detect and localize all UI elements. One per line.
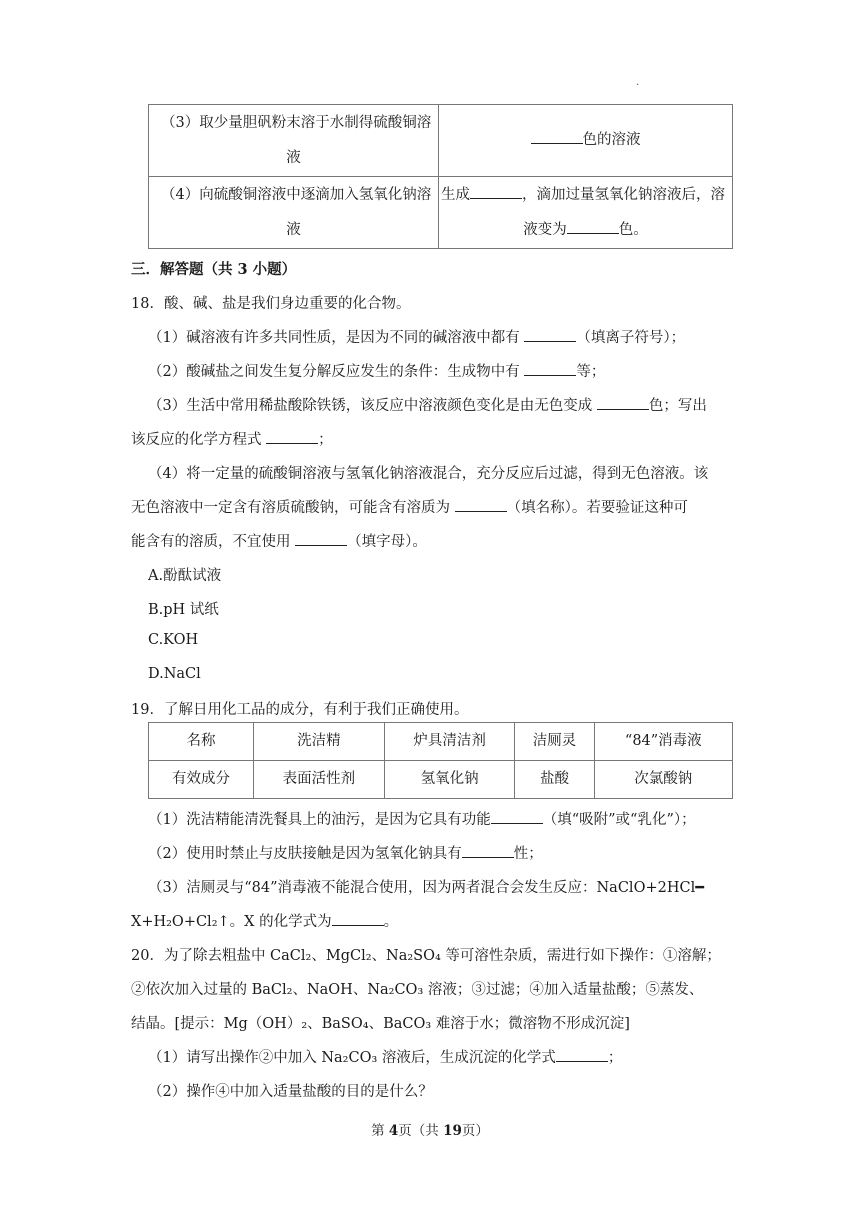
answer-blank[interactable] (597, 395, 649, 410)
text: ； (607, 1050, 623, 1066)
cell-text: 生成 (441, 186, 470, 203)
table-cell: “84”消毒液 (594, 723, 732, 761)
option-d: D.NaCl (148, 666, 201, 682)
text: 色；写出 (648, 398, 707, 414)
cell-text: 色的溶液 (582, 132, 641, 148)
cell-text: 液 (286, 149, 301, 166)
cell-text: 液变为 (523, 221, 567, 238)
answer-blank[interactable] (531, 129, 583, 144)
answer-blank[interactable] (524, 327, 576, 342)
option-c: C.KOH (148, 632, 199, 648)
cell-text: （4）向硫酸铜溶液中逐滴加入氢氧化钠溶 (161, 186, 432, 203)
answer-blank[interactable] (524, 361, 576, 376)
q18-part2 (148, 360, 605, 381)
table-cell: 次氯酸钠 (594, 761, 732, 799)
text: 页（共 (398, 1123, 444, 1139)
text: 无色溶液中一定含有溶质硫酸钠，可能含有溶质为 (131, 500, 455, 516)
q20-part2: （2）操作④中加入适量盐酸的目的是什么？ (148, 1084, 433, 1100)
cell-text: ，滴加过量氢氧化钠溶液后，溶 (522, 186, 725, 203)
q18-part3-cont (131, 428, 333, 449)
text: （1）洗洁精能清洗餐具上的油污，是因为它具有功能 (148, 812, 491, 828)
text: （2）使用时禁止与皮肤接触是因为氢氧化钠具有 (148, 846, 462, 862)
table-cell (149, 177, 439, 249)
table-cell: 有效成分 (149, 761, 254, 799)
table-cell: 洗洁精 (253, 723, 384, 761)
question-20-line3: 结晶。[提示：Mg（OH）₂、BaSO₄、BaCO₃ 难溶于水；微溶物不形成沉淀] (131, 1016, 630, 1032)
section-heading: 三．解答题（共 3 小题） (131, 261, 297, 278)
table-cell: 盐酸 (515, 761, 594, 799)
cell-text: （3）取少量胆矾粉末溶于水制得硫酸铜溶 (161, 114, 432, 131)
table-row (149, 761, 733, 799)
text: （2）酸碱盐之间发生复分解反应发生的条件：生成物中有 (148, 364, 525, 380)
text: 该反应的化学方程式 (131, 432, 267, 448)
question-20-line1: 20．为了除去粗盐中 CaCl₂、MgCl₂、Na₂SO₄ 等可溶性杂质，需进行如下操作：①溶解； (131, 948, 721, 964)
q19-part3: （3）洁厕灵与“84”消毒液不能混合使用，因为两者混合会发生反应：NaClO+2HCl━ (148, 880, 704, 896)
page-footer (0, 1119, 860, 1139)
q18-part4-cont (131, 496, 688, 517)
page-total: 19 (443, 1123, 462, 1139)
q19-part3-cont (131, 910, 398, 931)
products-table (148, 722, 733, 799)
table-cell: 炉具清洁剂 (384, 723, 515, 761)
experiment-table (148, 104, 733, 249)
text: （1）请写出操作②中加入 Na₂CO₃ 溶液后，生成沉淀的化学式 (148, 1050, 556, 1066)
q18-part1 (148, 326, 685, 347)
text: （填“吸附”或“乳化”）； (542, 812, 696, 828)
question-18-stem: 18．酸、碱、盐是我们身边重要的化合物。 (131, 296, 411, 312)
question-19-stem: 19．了解日用化工品的成分，有利于我们正确使用。 (131, 702, 469, 718)
cell-line (439, 213, 732, 248)
text: 等； (576, 364, 606, 380)
header-mark: · (636, 80, 640, 91)
text: （3）生活中常用稀盐酸除铁锈，该反应中溶液颜色变化是由无色变成 (148, 398, 597, 414)
option-b: B.pH 试纸 (148, 602, 219, 618)
table-cell: 氢氧化钠 (384, 761, 515, 799)
cell-line (439, 178, 732, 213)
option-a: A.酚酞试液 (148, 568, 222, 584)
answer-blank[interactable] (567, 219, 619, 234)
table-row (149, 723, 733, 761)
q19-part1 (148, 808, 696, 829)
q20-part1 (148, 1046, 622, 1067)
answer-blank[interactable] (491, 809, 543, 824)
q18-part4: （4）将一定量的硫酸铜溶液与氢氧化钠溶液混合，充分反应后过滤，得到无色溶液。该 (148, 466, 709, 482)
cell-text: 色。 (618, 221, 648, 238)
text: 能含有的溶质，不宜使用 (131, 534, 296, 550)
q19-part2 (148, 842, 543, 863)
q18-part3 (148, 394, 707, 415)
answer-blank[interactable] (455, 497, 507, 512)
table-cell (149, 105, 439, 177)
table-cell (439, 105, 733, 177)
table-row (149, 105, 733, 177)
text: 性； (513, 846, 543, 862)
answer-blank[interactable] (462, 843, 514, 858)
answer-blank[interactable] (556, 1047, 608, 1062)
answer-blank[interactable] (470, 184, 522, 199)
page-number: 4 (388, 1123, 399, 1139)
text: （1）碱溶液有许多共同性质，是因为不同的碱溶液中都有 (148, 330, 525, 346)
text: 页） (461, 1123, 489, 1139)
text: 第 (371, 1123, 389, 1139)
text: （填离子符号）； (576, 330, 686, 346)
table-cell: 表面活性剂 (253, 761, 384, 799)
text: X+H₂O+Cl₂↑。X 的化学式为 (131, 914, 332, 930)
answer-blank[interactable] (332, 911, 384, 926)
text: 。 (383, 914, 399, 930)
answer-blank[interactable] (295, 531, 347, 546)
cell-text: 液 (286, 221, 301, 238)
text: （填名称）。若要验证这种可 (506, 500, 688, 516)
table-cell (439, 177, 733, 249)
table-row (149, 177, 733, 249)
question-20-line2: ②依次加入过量的 BaCl₂、NaOH、Na₂CO₃ 溶液；③过滤；④加入适量盐酸；⑤蒸发、 (131, 982, 704, 998)
table-cell: 名称 (149, 723, 254, 761)
answer-blank[interactable] (266, 429, 318, 444)
text: （填字母）。 (347, 534, 427, 550)
q18-part4-cont2 (131, 530, 427, 551)
table-cell: 洁厕灵 (515, 723, 594, 761)
text: ； (318, 432, 333, 448)
